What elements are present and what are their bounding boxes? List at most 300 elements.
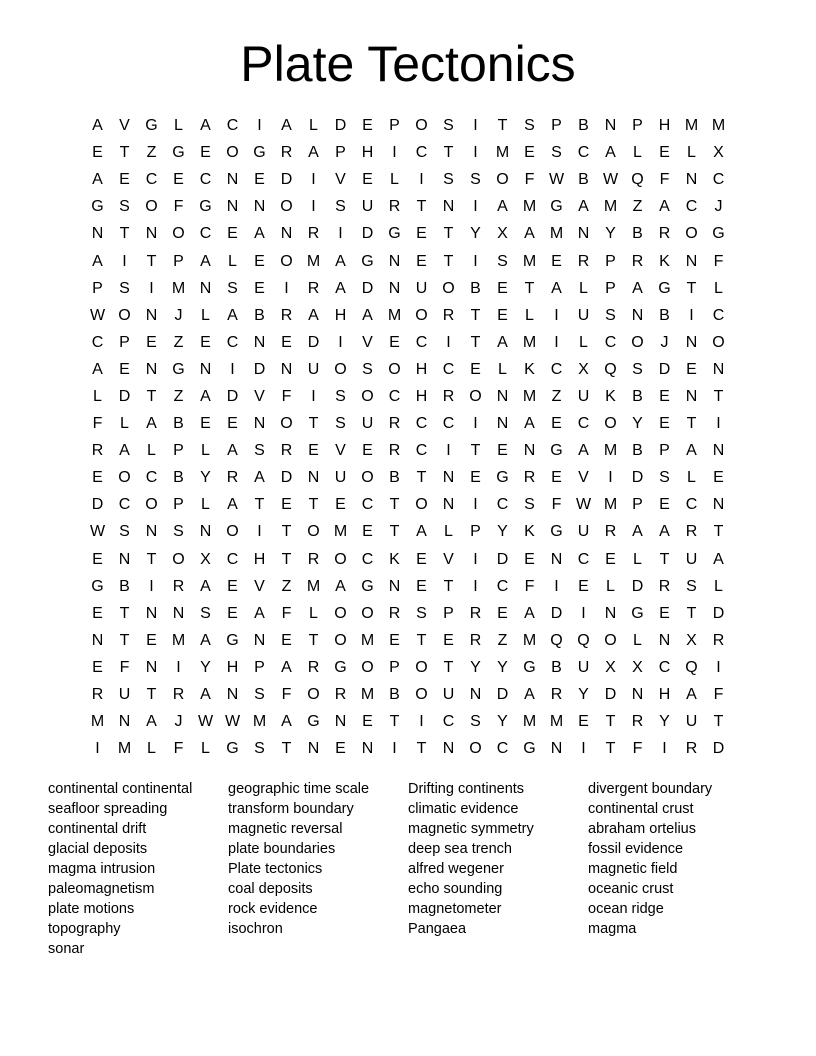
grid-letter: T bbox=[524, 279, 535, 297]
grid-letter: W bbox=[197, 713, 214, 731]
word-list-item: echo sounding bbox=[408, 881, 503, 897]
grid-letter: F bbox=[281, 686, 292, 704]
grid-letter: C bbox=[388, 387, 401, 405]
grid-letter: T bbox=[443, 658, 454, 676]
grid-letter: J bbox=[174, 713, 183, 731]
grid-letter: E bbox=[308, 442, 319, 460]
word-list-item: topography bbox=[48, 921, 121, 937]
grid-row bbox=[84, 654, 732, 681]
grid-row bbox=[84, 193, 732, 220]
grid-letter: H bbox=[253, 550, 266, 568]
grid-letter: N bbox=[631, 686, 644, 704]
grid-letter: L bbox=[309, 604, 318, 622]
word-list-item: plate boundaries bbox=[228, 841, 336, 857]
grid-letter: C bbox=[658, 658, 671, 676]
grid-letter: S bbox=[200, 604, 211, 622]
grid-letter: B bbox=[389, 686, 400, 704]
grid-letter: I bbox=[419, 171, 424, 189]
grid-letter: O bbox=[334, 360, 347, 378]
grid-letter: R bbox=[469, 631, 482, 649]
word-list-item: deep sea trench bbox=[408, 841, 512, 857]
grid-letter: D bbox=[361, 279, 374, 297]
grid-letter: A bbox=[119, 442, 130, 460]
grid-letter: O bbox=[415, 496, 428, 514]
word-column bbox=[408, 779, 588, 959]
grid-letter: O bbox=[685, 225, 698, 243]
grid-letter: N bbox=[226, 686, 239, 704]
grid-letter: N bbox=[685, 387, 698, 405]
grid-letter: I bbox=[446, 333, 451, 351]
word-list-item: magma bbox=[588, 921, 637, 937]
grid-letter: C bbox=[415, 442, 428, 460]
grid-letter: N bbox=[91, 225, 104, 243]
grid-letter: T bbox=[443, 225, 454, 243]
grid-letter: M bbox=[360, 631, 375, 649]
grid-letter: U bbox=[577, 658, 590, 676]
grid-letter: N bbox=[145, 306, 158, 324]
grid-letter: X bbox=[632, 658, 643, 676]
grid-letter: I bbox=[392, 740, 397, 758]
grid-letter: S bbox=[443, 171, 454, 189]
grid-letter: A bbox=[146, 415, 157, 433]
grid-letter: O bbox=[415, 117, 428, 135]
grid-letter: I bbox=[473, 198, 478, 216]
grid-letter: D bbox=[631, 469, 644, 487]
grid-letter: I bbox=[284, 279, 289, 297]
grid-letter: L bbox=[714, 279, 723, 297]
grid-letter: Y bbox=[470, 658, 481, 676]
grid-letter: A bbox=[92, 171, 103, 189]
grid-row bbox=[84, 410, 732, 437]
grid-letter: I bbox=[554, 306, 559, 324]
grid-letter: A bbox=[335, 279, 346, 297]
grid-letter: G bbox=[226, 740, 239, 758]
word-list-item: isochron bbox=[228, 921, 283, 937]
grid-letter: E bbox=[659, 144, 670, 162]
grid-letter: R bbox=[91, 442, 104, 460]
grid-letter: A bbox=[92, 360, 103, 378]
grid-letter: I bbox=[257, 523, 262, 541]
grid-letter: E bbox=[92, 604, 103, 622]
grid-letter: U bbox=[577, 387, 590, 405]
grid-letter: R bbox=[658, 577, 671, 595]
grid-letter: G bbox=[523, 740, 536, 758]
grid-letter: L bbox=[309, 117, 318, 135]
grid-letter: T bbox=[713, 713, 724, 731]
grid-letter: O bbox=[226, 144, 239, 162]
grid-letter: E bbox=[659, 415, 670, 433]
grid-letter: T bbox=[605, 713, 616, 731]
grid-letter: I bbox=[662, 740, 667, 758]
grid-letter: E bbox=[146, 631, 157, 649]
word-list-item: alfred wegener bbox=[408, 861, 504, 877]
grid-letter: K bbox=[659, 252, 670, 270]
grid-letter: E bbox=[335, 496, 346, 514]
grid-letter: E bbox=[713, 469, 724, 487]
grid-letter: T bbox=[254, 496, 265, 514]
grid-letter: O bbox=[118, 306, 131, 324]
grid-letter: N bbox=[388, 279, 401, 297]
grid-letter: C bbox=[118, 496, 131, 514]
grid-letter: R bbox=[685, 523, 698, 541]
grid-letter: E bbox=[524, 144, 535, 162]
grid-letter: N bbox=[442, 496, 455, 514]
grid-letter: T bbox=[416, 469, 427, 487]
grid-letter: G bbox=[334, 658, 347, 676]
grid-letter: O bbox=[415, 306, 428, 324]
grid-letter: F bbox=[92, 415, 103, 433]
grid-letter: Z bbox=[551, 387, 562, 405]
grid-letter: E bbox=[227, 604, 238, 622]
grid-letter: C bbox=[199, 225, 212, 243]
grid-letter: I bbox=[419, 713, 424, 731]
grid-letter: C bbox=[361, 550, 374, 568]
grid-letter: R bbox=[226, 469, 239, 487]
grid-letter: C bbox=[712, 171, 725, 189]
word-list-item: divergent boundary bbox=[588, 781, 713, 797]
grid-letter: M bbox=[171, 279, 186, 297]
grid-letter: N bbox=[253, 415, 266, 433]
grid-letter: I bbox=[473, 550, 478, 568]
grid-letter: I bbox=[95, 740, 100, 758]
grid-letter: P bbox=[335, 144, 346, 162]
grid-letter: S bbox=[227, 279, 238, 297]
grid-letter: I bbox=[122, 252, 127, 270]
grid-letter: O bbox=[415, 658, 428, 676]
word-list-item: sonar bbox=[48, 941, 85, 957]
grid-letter: T bbox=[308, 496, 319, 514]
grid-letter: S bbox=[524, 117, 535, 135]
grid-letter: M bbox=[306, 252, 321, 270]
word-list-item: geographic time scale bbox=[228, 781, 370, 797]
grid-row bbox=[84, 247, 732, 274]
grid-letter: A bbox=[605, 144, 616, 162]
grid-row bbox=[84, 437, 732, 464]
grid-letter: N bbox=[712, 442, 725, 460]
grid-letter: W bbox=[575, 496, 592, 514]
grid-letter: E bbox=[254, 252, 265, 270]
grid-letter: N bbox=[685, 333, 698, 351]
grid-letter: T bbox=[659, 550, 670, 568]
grid-letter: D bbox=[496, 550, 509, 568]
grid-letter: M bbox=[90, 713, 105, 731]
grid-letter: T bbox=[119, 144, 130, 162]
word-list-item: magnetic symmetry bbox=[408, 821, 534, 837]
grid-letter: S bbox=[119, 279, 130, 297]
grid-letter: A bbox=[254, 225, 265, 243]
grid-letter: T bbox=[686, 279, 697, 297]
grid-letter: I bbox=[338, 333, 343, 351]
grid-letter: A bbox=[227, 496, 238, 514]
grid-letter: E bbox=[686, 360, 697, 378]
grid-letter: U bbox=[361, 415, 374, 433]
grid-letter: N bbox=[523, 442, 536, 460]
grid-letter: G bbox=[550, 442, 563, 460]
grid-letter: N bbox=[685, 171, 698, 189]
grid-letter: L bbox=[228, 252, 237, 270]
grid-letter: D bbox=[334, 117, 347, 135]
grid-letter: E bbox=[281, 496, 292, 514]
grid-letter: T bbox=[308, 631, 319, 649]
grid-letter: N bbox=[253, 198, 266, 216]
grid-letter: W bbox=[224, 713, 241, 731]
grid-letter: S bbox=[254, 686, 265, 704]
grid-letter: G bbox=[361, 577, 374, 595]
grid-letter: O bbox=[280, 252, 293, 270]
grid-letter: O bbox=[361, 387, 374, 405]
grid-letter: E bbox=[227, 415, 238, 433]
grid-letter: E bbox=[362, 713, 373, 731]
grid-letter: S bbox=[173, 523, 184, 541]
grid-letter: U bbox=[577, 306, 590, 324]
grid-letter: D bbox=[226, 387, 239, 405]
grid-letter: N bbox=[307, 469, 320, 487]
grid-letter: A bbox=[686, 442, 697, 460]
grid-letter: G bbox=[307, 713, 320, 731]
grid-letter: L bbox=[687, 144, 696, 162]
grid-letter: R bbox=[550, 686, 563, 704]
grid-letter: S bbox=[632, 360, 643, 378]
grid-letter: N bbox=[226, 171, 239, 189]
word-list-item: oceanic crust bbox=[588, 881, 674, 897]
grid-letter: Y bbox=[470, 225, 481, 243]
word-list-item: Pangaea bbox=[408, 921, 467, 937]
grid-letter: E bbox=[416, 252, 427, 270]
grid-letter: L bbox=[444, 523, 453, 541]
grid-letter: Q bbox=[685, 658, 698, 676]
grid-row bbox=[84, 681, 732, 708]
grid-letter: R bbox=[388, 198, 401, 216]
grid-letter: N bbox=[199, 279, 212, 297]
grid-letter: R bbox=[307, 550, 320, 568]
grid-letter: D bbox=[550, 604, 563, 622]
word-list-item: magnetic reversal bbox=[228, 821, 343, 837]
grid-letter: O bbox=[631, 333, 644, 351]
grid-letter: L bbox=[201, 442, 210, 460]
grid-letter: I bbox=[554, 577, 559, 595]
grid-letter: Y bbox=[497, 658, 508, 676]
grid-letter: N bbox=[496, 415, 509, 433]
grid-letter: M bbox=[711, 117, 726, 135]
grid-letter: N bbox=[712, 496, 725, 514]
grid-letter: R bbox=[604, 523, 617, 541]
grid-letter: Y bbox=[200, 469, 211, 487]
grid-letter: C bbox=[712, 306, 725, 324]
grid-letter: E bbox=[281, 631, 292, 649]
grid-letter: N bbox=[118, 550, 131, 568]
grid-letter: T bbox=[281, 740, 292, 758]
grid-letter: Z bbox=[281, 577, 292, 595]
grid-letter: N bbox=[388, 577, 401, 595]
grid-letter: N bbox=[685, 252, 698, 270]
grid-letter: R bbox=[442, 306, 455, 324]
grid-letter: F bbox=[524, 577, 535, 595]
word-list-item: seafloor spreading bbox=[48, 801, 168, 817]
grid-letter: A bbox=[281, 658, 292, 676]
grid-row bbox=[84, 220, 732, 247]
grid-letter: O bbox=[334, 631, 347, 649]
grid-letter: E bbox=[146, 333, 157, 351]
grid-letter: A bbox=[335, 577, 346, 595]
grid-letter: F bbox=[173, 740, 184, 758]
grid-letter: L bbox=[633, 631, 642, 649]
word-list-item: continental drift bbox=[48, 821, 147, 837]
grid-letter: I bbox=[149, 577, 154, 595]
grid-letter: A bbox=[335, 252, 346, 270]
grid-letter: T bbox=[470, 442, 481, 460]
grid-letter: P bbox=[92, 279, 103, 297]
word-list-item: transform boundary bbox=[228, 801, 354, 817]
grid-letter: T bbox=[470, 333, 481, 351]
grid-letter: A bbox=[254, 604, 265, 622]
grid-letter: U bbox=[685, 713, 698, 731]
grid-letter: A bbox=[200, 631, 211, 649]
grid-letter: F bbox=[713, 252, 724, 270]
grid-letter: Z bbox=[173, 387, 184, 405]
grid-letter: A bbox=[551, 279, 562, 297]
grid-letter: Y bbox=[578, 686, 589, 704]
grid-letter: B bbox=[173, 469, 184, 487]
letter-grid bbox=[84, 112, 732, 762]
grid-letter: P bbox=[632, 496, 643, 514]
word-column bbox=[588, 779, 768, 959]
grid-letter: P bbox=[605, 279, 616, 297]
grid-letter: H bbox=[415, 360, 428, 378]
grid-letter: E bbox=[416, 577, 427, 595]
grid-letter: O bbox=[388, 360, 401, 378]
grid-letter: V bbox=[119, 117, 130, 135]
grid-letter: O bbox=[604, 631, 617, 649]
grid-letter: E bbox=[362, 442, 373, 460]
grid-letter: C bbox=[685, 198, 698, 216]
grid-letter: P bbox=[605, 252, 616, 270]
grid-letter: P bbox=[173, 496, 184, 514]
grid-row bbox=[84, 546, 732, 573]
grid-letter: D bbox=[253, 360, 266, 378]
grid-letter: M bbox=[603, 442, 618, 460]
grid-letter: P bbox=[173, 252, 184, 270]
grid-letter: A bbox=[200, 252, 211, 270]
grid-letter: F bbox=[551, 496, 562, 514]
grid-letter: C bbox=[226, 117, 239, 135]
grid-letter: T bbox=[686, 604, 697, 622]
grid-letter: R bbox=[523, 469, 536, 487]
grid-letter: D bbox=[118, 387, 131, 405]
grid-letter: M bbox=[171, 631, 186, 649]
grid-letter: X bbox=[497, 225, 508, 243]
grid-letter: R bbox=[442, 387, 455, 405]
grid-letter: A bbox=[227, 442, 238, 460]
grid-letter: L bbox=[390, 171, 399, 189]
grid-letter: N bbox=[442, 469, 455, 487]
grid-letter: T bbox=[281, 523, 292, 541]
grid-letter: R bbox=[307, 279, 320, 297]
grid-letter: B bbox=[470, 279, 481, 297]
grid-letter: G bbox=[145, 117, 158, 135]
grid-letter: A bbox=[200, 577, 211, 595]
grid-letter: P bbox=[119, 333, 130, 351]
grid-letter: B bbox=[119, 577, 130, 595]
grid-letter: M bbox=[522, 252, 537, 270]
grid-letter: C bbox=[550, 360, 563, 378]
grid-letter: I bbox=[446, 442, 451, 460]
grid-letter: D bbox=[712, 740, 725, 758]
grid-letter: S bbox=[335, 198, 346, 216]
grid-letter: C bbox=[415, 415, 428, 433]
grid-letter: Y bbox=[497, 713, 508, 731]
grid-letter: L bbox=[201, 306, 210, 324]
grid-letter: R bbox=[658, 225, 671, 243]
grid-letter: E bbox=[443, 631, 454, 649]
grid-letter: E bbox=[362, 171, 373, 189]
grid-row bbox=[84, 383, 732, 410]
grid-letter: G bbox=[523, 658, 536, 676]
word-list-item: coal deposits bbox=[228, 881, 313, 897]
grid-letter: C bbox=[604, 333, 617, 351]
grid-row bbox=[84, 573, 732, 600]
grid-letter: A bbox=[254, 469, 265, 487]
grid-letter: F bbox=[173, 198, 184, 216]
grid-letter: T bbox=[389, 523, 400, 541]
grid-letter: H bbox=[415, 387, 428, 405]
grid-letter: B bbox=[632, 442, 643, 460]
grid-letter: B bbox=[551, 658, 562, 676]
grid-letter: I bbox=[392, 144, 397, 162]
grid-letter: R bbox=[685, 740, 698, 758]
grid-letter: A bbox=[200, 387, 211, 405]
word-list-item: magma intrusion bbox=[48, 861, 156, 877]
grid-letter: L bbox=[120, 415, 129, 433]
grid-letter: E bbox=[578, 713, 589, 731]
grid-letter: A bbox=[713, 550, 724, 568]
grid-letter: S bbox=[362, 360, 373, 378]
grid-letter: E bbox=[659, 604, 670, 622]
grid-letter: L bbox=[201, 496, 210, 514]
grid-letter: D bbox=[604, 686, 617, 704]
grid-letter: C bbox=[577, 550, 590, 568]
grid-letter: V bbox=[254, 387, 265, 405]
grid-letter: M bbox=[549, 713, 564, 731]
grid-letter: G bbox=[226, 631, 239, 649]
grid-letter: N bbox=[442, 740, 455, 758]
grid-letter: E bbox=[497, 442, 508, 460]
grid-letter: A bbox=[632, 279, 643, 297]
grid-letter: N bbox=[253, 631, 266, 649]
grid-letter: E bbox=[335, 740, 346, 758]
grid-letter: V bbox=[254, 577, 265, 595]
grid-letter: G bbox=[550, 198, 563, 216]
grid-letter: M bbox=[306, 577, 321, 595]
grid-letter: T bbox=[146, 686, 157, 704]
grid-row bbox=[84, 708, 732, 735]
grid-letter: R bbox=[577, 252, 590, 270]
grid-letter: R bbox=[172, 577, 185, 595]
grid-letter: O bbox=[712, 333, 725, 351]
grid-letter: T bbox=[281, 550, 292, 568]
grid-letter: T bbox=[119, 631, 130, 649]
grid-letter: S bbox=[470, 713, 481, 731]
grid-letter: I bbox=[473, 252, 478, 270]
grid-letter: T bbox=[389, 496, 400, 514]
word-column bbox=[48, 779, 228, 959]
grid-letter: N bbox=[550, 740, 563, 758]
grid-row bbox=[84, 600, 732, 627]
grid-letter: E bbox=[254, 171, 265, 189]
grid-letter: I bbox=[473, 496, 478, 514]
grid-letter: J bbox=[714, 198, 723, 216]
grid-letter: N bbox=[712, 360, 725, 378]
grid-letter: M bbox=[117, 740, 132, 758]
